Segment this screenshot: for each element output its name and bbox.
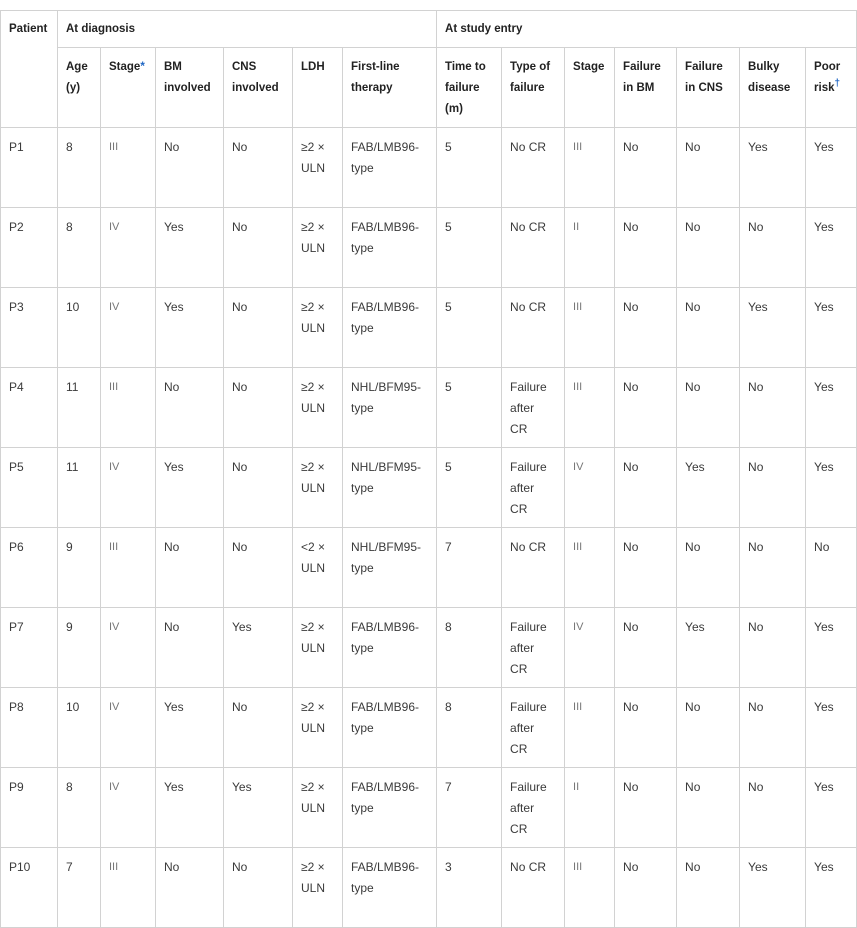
cell-type-of-failure: Failure after CR bbox=[502, 608, 565, 688]
cell-time-to-failure: 8 bbox=[437, 608, 502, 688]
table-row bbox=[1, 528, 857, 608]
cell-stage-entry: IV bbox=[565, 448, 615, 528]
cell-bm-involved: No bbox=[156, 608, 224, 688]
cell-cns-involved: No bbox=[224, 368, 293, 448]
cell-patient: P2 bbox=[1, 208, 58, 288]
cell-stage-entry: III bbox=[565, 128, 615, 208]
cell-age: 9 bbox=[58, 528, 101, 608]
header-stage-diagnosis bbox=[101, 48, 156, 128]
table-row bbox=[1, 448, 857, 528]
cell-type-of-failure: No CR bbox=[502, 528, 565, 608]
cell-bm-involved: No bbox=[156, 128, 224, 208]
cell-bulky-disease: No bbox=[740, 528, 806, 608]
cell-patient: P1 bbox=[1, 128, 58, 208]
cell-time-to-failure: 7 bbox=[437, 528, 502, 608]
cell-first-line-therapy: NHL/BFM95- type bbox=[343, 368, 437, 448]
cell-first-line-therapy: FAB/LMB96- type bbox=[343, 608, 437, 688]
cell-bm-involved: Yes bbox=[156, 208, 224, 288]
cell-time-to-failure: 5 bbox=[437, 288, 502, 368]
cell-type-of-failure: Failure after CR bbox=[502, 448, 565, 528]
cell-ldh: ≥2 × ULN bbox=[293, 208, 343, 288]
cell-failure-in-cns: Yes bbox=[677, 608, 740, 688]
cell-patient: P9 bbox=[1, 768, 58, 848]
cell-failure-in-cns: No bbox=[677, 848, 740, 928]
cell-age: 7 bbox=[58, 848, 101, 928]
header-time-to-failure: Time to failure (m) bbox=[437, 48, 502, 128]
cell-stage-diagnosis: IV bbox=[101, 448, 156, 528]
cell-failure-in-cns: No bbox=[677, 368, 740, 448]
table-body bbox=[1, 128, 857, 928]
cell-time-to-failure: 3 bbox=[437, 848, 502, 928]
cell-ldh: ≥2 × ULN bbox=[293, 288, 343, 368]
cell-time-to-failure: 5 bbox=[437, 208, 502, 288]
cell-ldh: <2 × ULN bbox=[293, 528, 343, 608]
cell-bulky-disease: No bbox=[740, 368, 806, 448]
header-bulky-disease: Bulky disease bbox=[740, 48, 806, 128]
cell-bulky-disease: Yes bbox=[740, 288, 806, 368]
cell-failure-in-cns: No bbox=[677, 688, 740, 768]
header-age: Age (y) bbox=[58, 48, 101, 128]
cell-poor-risk: No bbox=[806, 528, 857, 608]
cell-stage-entry: III bbox=[565, 368, 615, 448]
cell-cns-involved: Yes bbox=[224, 608, 293, 688]
cell-age: 8 bbox=[58, 768, 101, 848]
cell-patient: P6 bbox=[1, 528, 58, 608]
cell-ldh: ≥2 × ULN bbox=[293, 448, 343, 528]
cell-time-to-failure: 8 bbox=[437, 688, 502, 768]
table-row bbox=[1, 608, 857, 688]
cell-stage-entry: III bbox=[565, 688, 615, 768]
cell-patient: P5 bbox=[1, 448, 58, 528]
cell-stage-entry: II bbox=[565, 768, 615, 848]
header-at-diagnosis: At diagnosis bbox=[58, 11, 437, 48]
cell-time-to-failure: 5 bbox=[437, 448, 502, 528]
cell-bulky-disease: No bbox=[740, 448, 806, 528]
cell-time-to-failure: 7 bbox=[437, 768, 502, 848]
cell-type-of-failure: No CR bbox=[502, 848, 565, 928]
cell-stage-diagnosis: III bbox=[101, 528, 156, 608]
cell-bm-involved: Yes bbox=[156, 688, 224, 768]
cell-stage-diagnosis: IV bbox=[101, 208, 156, 288]
cell-ldh: ≥2 × ULN bbox=[293, 848, 343, 928]
cell-failure-in-bm: No bbox=[615, 128, 677, 208]
cell-stage-diagnosis: IV bbox=[101, 608, 156, 688]
header-stage-label: Stage bbox=[109, 61, 141, 73]
cell-poor-risk: Yes bbox=[806, 288, 857, 368]
stage-footnote-mark: * bbox=[140, 61, 145, 73]
cell-failure-in-cns: No bbox=[677, 208, 740, 288]
header-bm-involved: BM involved bbox=[156, 48, 224, 128]
cell-time-to-failure: 5 bbox=[437, 368, 502, 448]
cell-bm-involved: Yes bbox=[156, 448, 224, 528]
cell-ldh: ≥2 × ULN bbox=[293, 128, 343, 208]
cell-type-of-failure: No CR bbox=[502, 288, 565, 368]
table-row bbox=[1, 688, 857, 768]
cell-cns-involved: No bbox=[224, 208, 293, 288]
cell-failure-in-bm: No bbox=[615, 448, 677, 528]
header-failure-in-cns: Failure in CNS bbox=[677, 48, 740, 128]
cell-bm-involved: Yes bbox=[156, 288, 224, 368]
cell-ldh: ≥2 × ULN bbox=[293, 768, 343, 848]
patient-characteristics-table bbox=[0, 10, 857, 928]
cell-cns-involved: No bbox=[224, 528, 293, 608]
cell-poor-risk: Yes bbox=[806, 848, 857, 928]
cell-failure-in-bm: No bbox=[615, 208, 677, 288]
header-cns-involved: CNS involved bbox=[224, 48, 293, 128]
cell-poor-risk: Yes bbox=[806, 208, 857, 288]
cell-bm-involved: No bbox=[156, 368, 224, 448]
header-poor-risk-label: Poor risk bbox=[814, 61, 841, 94]
cell-age: 9 bbox=[58, 608, 101, 688]
cell-age: 10 bbox=[58, 288, 101, 368]
cell-failure-in-bm: No bbox=[615, 368, 677, 448]
cell-stage-entry: IV bbox=[565, 608, 615, 688]
cell-poor-risk: Yes bbox=[806, 688, 857, 768]
cell-bulky-disease: Yes bbox=[740, 848, 806, 928]
cell-first-line-therapy: FAB/LMB96- type bbox=[343, 288, 437, 368]
cell-poor-risk: Yes bbox=[806, 448, 857, 528]
cell-failure-in-cns: No bbox=[677, 288, 740, 368]
cell-bulky-disease: Yes bbox=[740, 128, 806, 208]
table-row bbox=[1, 128, 857, 208]
table-row bbox=[1, 768, 857, 848]
cell-failure-in-cns: No bbox=[677, 128, 740, 208]
cell-stage-diagnosis: III bbox=[101, 128, 156, 208]
cell-patient: P8 bbox=[1, 688, 58, 768]
cell-bulky-disease: No bbox=[740, 768, 806, 848]
cell-type-of-failure: Failure after CR bbox=[502, 768, 565, 848]
cell-first-line-therapy: FAB/LMB96- type bbox=[343, 128, 437, 208]
cell-type-of-failure: No CR bbox=[502, 208, 565, 288]
cell-failure-in-bm: No bbox=[615, 688, 677, 768]
table-row bbox=[1, 848, 857, 928]
cell-failure-in-bm: No bbox=[615, 848, 677, 928]
cell-first-line-therapy: NHL/BFM95- type bbox=[343, 448, 437, 528]
cell-stage-entry: II bbox=[565, 208, 615, 288]
cell-cns-involved: No bbox=[224, 848, 293, 928]
header-ldh: LDH bbox=[293, 48, 343, 128]
header-failure-in-bm: Failure in BM bbox=[615, 48, 677, 128]
cell-bulky-disease: No bbox=[740, 688, 806, 768]
table-row bbox=[1, 288, 857, 368]
cell-failure-in-bm: No bbox=[615, 528, 677, 608]
cell-ldh: ≥2 × ULN bbox=[293, 368, 343, 448]
cell-cns-involved: No bbox=[224, 688, 293, 768]
cell-first-line-therapy: FAB/LMB96- type bbox=[343, 848, 437, 928]
cell-patient: P4 bbox=[1, 368, 58, 448]
header-at-study-entry: At study entry bbox=[437, 11, 857, 48]
cell-bulky-disease: No bbox=[740, 208, 806, 288]
cell-stage-entry: III bbox=[565, 528, 615, 608]
cell-first-line-therapy: FAB/LMB96- type bbox=[343, 688, 437, 768]
cell-type-of-failure: Failure after CR bbox=[502, 368, 565, 448]
cell-patient: P7 bbox=[1, 608, 58, 688]
cell-age: 8 bbox=[58, 208, 101, 288]
cell-first-line-therapy: FAB/LMB96- type bbox=[343, 208, 437, 288]
cell-stage-diagnosis: IV bbox=[101, 688, 156, 768]
cell-age: 8 bbox=[58, 128, 101, 208]
header-stage-entry: Stage bbox=[565, 48, 615, 128]
cell-type-of-failure: Failure after CR bbox=[502, 688, 565, 768]
header-row-groups bbox=[1, 11, 857, 48]
cell-time-to-failure: 5 bbox=[437, 128, 502, 208]
cell-failure-in-cns: Yes bbox=[677, 448, 740, 528]
cell-failure-in-bm: No bbox=[615, 768, 677, 848]
cell-first-line-therapy: NHL/BFM95- type bbox=[343, 528, 437, 608]
cell-bm-involved: Yes bbox=[156, 768, 224, 848]
cell-bm-involved: No bbox=[156, 528, 224, 608]
cell-failure-in-bm: No bbox=[615, 608, 677, 688]
cell-ldh: ≥2 × ULN bbox=[293, 688, 343, 768]
cell-failure-in-cns: No bbox=[677, 528, 740, 608]
cell-bm-involved: No bbox=[156, 848, 224, 928]
cell-cns-involved: Yes bbox=[224, 768, 293, 848]
header-first-line-therapy: First-line therapy bbox=[343, 48, 437, 128]
cell-failure-in-bm: No bbox=[615, 288, 677, 368]
poor-risk-footnote-mark: † bbox=[834, 78, 841, 90]
cell-failure-in-cns: No bbox=[677, 768, 740, 848]
header-type-of-failure: Type of failure bbox=[502, 48, 565, 128]
cell-patient: P3 bbox=[1, 288, 58, 368]
table-row bbox=[1, 368, 857, 448]
cell-age: 11 bbox=[58, 448, 101, 528]
cell-stage-diagnosis: IV bbox=[101, 768, 156, 848]
cell-first-line-therapy: FAB/LMB96- type bbox=[343, 768, 437, 848]
cell-cns-involved: No bbox=[224, 288, 293, 368]
cell-bulky-disease: No bbox=[740, 608, 806, 688]
cell-stage-entry: III bbox=[565, 848, 615, 928]
cell-type-of-failure: No CR bbox=[502, 128, 565, 208]
cell-poor-risk: Yes bbox=[806, 368, 857, 448]
cell-poor-risk: Yes bbox=[806, 768, 857, 848]
cell-age: 10 bbox=[58, 688, 101, 768]
table-row bbox=[1, 208, 857, 288]
cell-cns-involved: No bbox=[224, 448, 293, 528]
cell-stage-diagnosis: III bbox=[101, 368, 156, 448]
cell-patient: P10 bbox=[1, 848, 58, 928]
cell-stage-entry: III bbox=[565, 288, 615, 368]
header-poor-risk bbox=[806, 48, 857, 128]
cell-cns-involved: No bbox=[224, 128, 293, 208]
header-row-columns bbox=[1, 48, 857, 128]
cell-stage-diagnosis: III bbox=[101, 848, 156, 928]
cell-stage-diagnosis: IV bbox=[101, 288, 156, 368]
cell-ldh: ≥2 × ULN bbox=[293, 608, 343, 688]
header-patient: Patient bbox=[1, 11, 58, 128]
cell-poor-risk: Yes bbox=[806, 608, 857, 688]
cell-age: 11 bbox=[58, 368, 101, 448]
cell-poor-risk: Yes bbox=[806, 128, 857, 208]
